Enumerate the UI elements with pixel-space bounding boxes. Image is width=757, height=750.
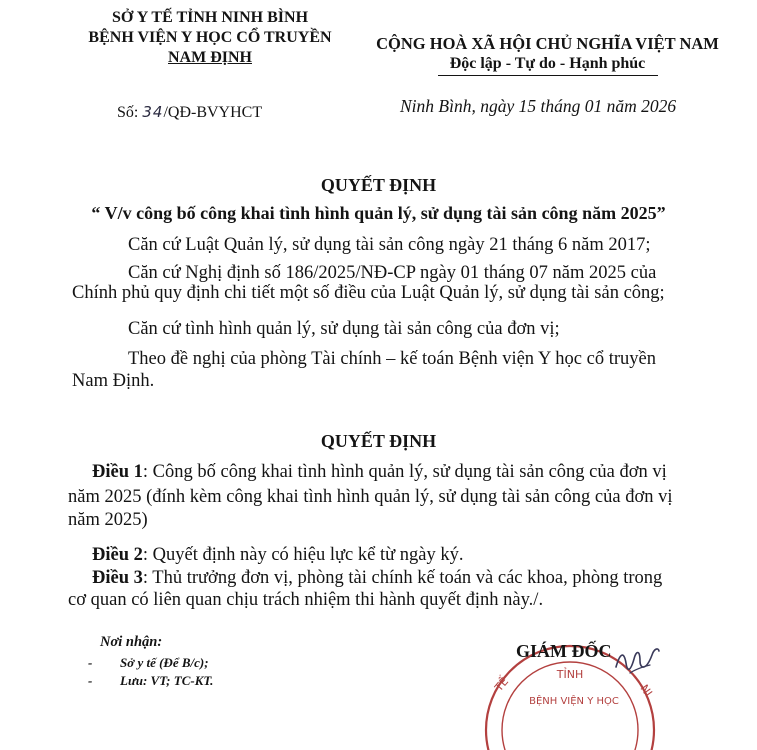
signer-title: GIÁM ĐỐC bbox=[516, 641, 612, 661]
article-1-text-3: năm 2025) bbox=[68, 510, 148, 530]
agency-line-1: SỞ Y TẾ TỈNH NINH BÌNH bbox=[111, 9, 309, 26]
article-1 bbox=[92, 462, 667, 483]
article-1-text-1: : Công bố công khai tình hình quản lý, sử dụng tài sản công của đơn vị bbox=[142, 462, 667, 482]
article-3-text-2: cơ quan có liên quan chịu trách nhiệm thi hành quyết định này./. bbox=[68, 590, 544, 610]
document-number-label: Số: bbox=[117, 104, 139, 121]
recipient-item bbox=[88, 655, 209, 671]
issue-date: Ninh Bình, ngày 15 tháng 01 năm 2026 bbox=[400, 96, 677, 116]
agency-line-3-text: NAM ĐỊNH bbox=[168, 49, 252, 66]
seal-text-left: TẾ bbox=[492, 675, 512, 694]
article-2-text: : Quyết định này có hiệu lực kể từ ngày ký. bbox=[142, 545, 464, 565]
article-3-text-1: : Thủ trưởng đơn vị, phòng tài chính kế toán và các khoa, phòng trong bbox=[142, 568, 663, 588]
nation-name: CỘNG HOÀ XÃ HỘI CHỦ NGHĨA VIỆT NAM bbox=[376, 34, 719, 53]
motto-underline bbox=[438, 75, 658, 76]
preamble-line-1: Căn cứ Luật Quản lý, sử dụng tài sản công ngày 21 tháng 6 năm 2017; bbox=[128, 235, 651, 255]
national-header bbox=[355, 34, 740, 74]
document-number-handwritten: 34 bbox=[142, 103, 164, 121]
document-number-suffix: /QĐ-BVYHCT bbox=[163, 104, 263, 121]
decision-heading: QUYẾT ĐỊNH bbox=[320, 431, 437, 451]
article-1-label: Điều 1 bbox=[92, 462, 143, 482]
signature-icon bbox=[612, 643, 662, 679]
recipient-item bbox=[88, 673, 213, 689]
seal-text-bottom: BỆNH VIỆN Y HỌC bbox=[529, 696, 619, 707]
issuing-agency-block bbox=[60, 8, 360, 68]
agency-line-3 bbox=[60, 48, 360, 68]
recipient-dash: - bbox=[88, 655, 93, 670]
preamble-line-5: Theo đề nghị của phòng Tài chính – kế toán Bệnh viện Y học cổ truyền bbox=[128, 349, 656, 369]
agency-line-2: BỆNH VIỆN Y HỌC CỔ TRUYỀN bbox=[88, 29, 332, 46]
article-1-text-2: năm 2025 (đính kèm công khai tình hình quản lý, sử dụng tài sản công của đơn vị bbox=[68, 487, 673, 507]
document-title: QUYẾT ĐỊNH bbox=[320, 175, 437, 195]
recipient-text: Sở y tế (Để B/c); bbox=[120, 655, 209, 670]
preamble-line-2: Căn cứ Nghị định số 186/2025/NĐ-CP ngày 01 tháng 07 năm 2025 của bbox=[128, 263, 657, 283]
article-2-label: Điều 2 bbox=[92, 545, 143, 565]
article-3-label: Điều 3 bbox=[92, 568, 143, 588]
recipient-text: Lưu: VT; TC-KT. bbox=[120, 673, 214, 688]
preamble-line-6: Nam Định. bbox=[72, 371, 155, 391]
seal-text-top: TỈNH bbox=[556, 668, 584, 681]
article-2 bbox=[92, 545, 463, 566]
document-number bbox=[117, 103, 262, 122]
document-subtitle: “ V/v công bố công khai tình hình quản lý, sử dụng tài sản công năm 2025” bbox=[91, 203, 666, 223]
preamble-line-4: Căn cứ tình hình quản lý, sử dụng tài sản công của đơn vị; bbox=[128, 319, 560, 339]
article-3 bbox=[92, 568, 662, 589]
preamble-line-3: Chính phủ quy định chi tiết một số điều của Luật Quản lý, sử dụng tài sản công; bbox=[72, 283, 665, 303]
seal-text-right: NI bbox=[637, 682, 655, 700]
recipients-title: Nơi nhận: bbox=[100, 634, 163, 650]
recipient-dash: - bbox=[88, 673, 93, 688]
motto: Độc lập - Tự do - Hạnh phúc bbox=[449, 55, 646, 72]
